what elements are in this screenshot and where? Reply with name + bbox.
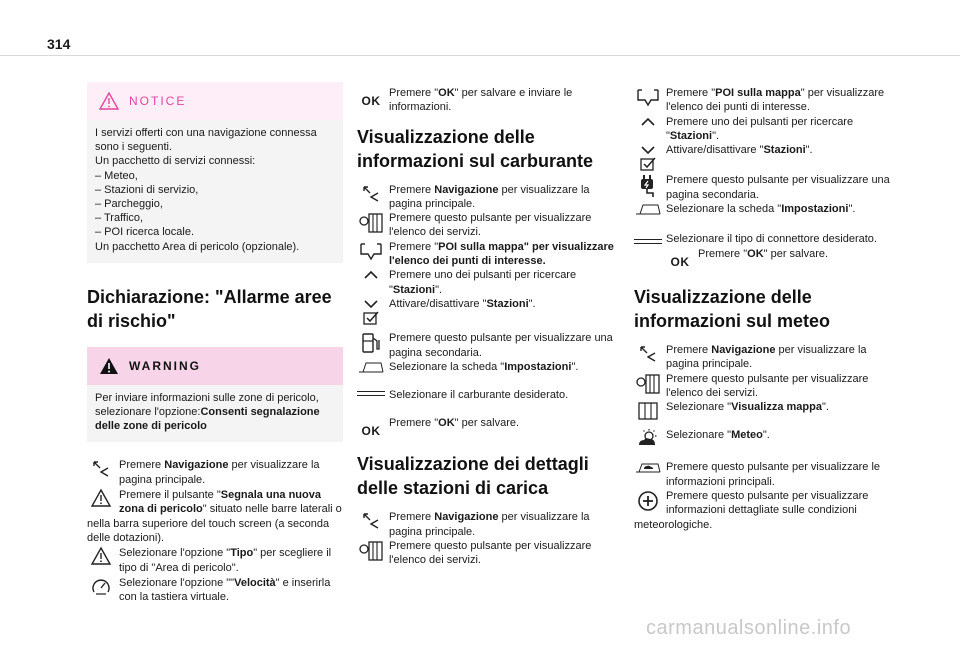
- checkbox-icon: [362, 310, 380, 326]
- list-item: – Traffico,: [95, 212, 144, 225]
- fuel-steps: [357, 183, 617, 439]
- step-bold: OK: [438, 417, 455, 430]
- charge-steps: [357, 510, 617, 567]
- list-item: – POI ricerca locale.: [95, 226, 195, 239]
- step-text: ".: [848, 203, 856, 216]
- step-text: Attivare/disattivare ": [389, 297, 487, 310]
- chevron-down-icon: [638, 144, 658, 156]
- plus-circle-icon: [634, 489, 662, 517]
- danger-type-icon: [87, 546, 115, 574]
- step-text: Premere: [666, 343, 712, 356]
- step-text: Premere questo pulsante per visualizzare l'elenco dei servizi.: [389, 212, 592, 239]
- step-bold: OK: [438, 87, 455, 99]
- charge-steps-cont: [634, 86, 890, 269]
- ok-icon: [666, 247, 694, 275]
- step-text: Selezionare ": [666, 401, 732, 414]
- column-1: [87, 82, 343, 604]
- navigation-icon: [634, 343, 662, 371]
- list-item: – Meteo,: [95, 169, 138, 182]
- warning-title: WARNING: [129, 358, 201, 373]
- step-text: ".: [712, 129, 720, 142]
- weather-steps: [634, 343, 890, 532]
- step-text: " per salvare.: [454, 417, 520, 430]
- step-services: [634, 372, 890, 401]
- step-text: " e inserirla con la tastiera virtuale.: [119, 576, 331, 604]
- step-text: Premere ": [389, 87, 439, 99]
- step-navigation: [357, 183, 617, 212]
- page-number: 314: [47, 36, 71, 52]
- step-text: Premere questo pulsante per visualizzare l'elenco dei servizi.: [666, 372, 869, 399]
- step-toggle: [357, 297, 617, 311]
- column-3: [634, 82, 890, 532]
- list-item: – Parcheggio,: [95, 198, 163, 211]
- step-text: Premere uno dei pulsanti per ricercare ": [666, 115, 854, 142]
- step-text: " per salvare.: [763, 247, 829, 260]
- navigation-icon: [357, 510, 385, 538]
- step-secondary: [634, 173, 890, 202]
- notice-title: NOTICE: [129, 94, 187, 108]
- step-bold: Stazioni: [486, 297, 529, 310]
- step-bold: Navigazione: [164, 459, 229, 472]
- step-text: " per salvare e inviare le informazioni.: [389, 87, 573, 114]
- ok-icon: [357, 86, 385, 114]
- step-text: " per visualizzare l'elenco dei punti di interesse.: [666, 87, 885, 114]
- weather-main-icon: [634, 460, 662, 488]
- step-main-info: [634, 460, 890, 489]
- watermark: carmanualsonline.info: [646, 617, 852, 639]
- step-text: Premere questo pulsante per visualizzare una pagina secondaria.: [389, 332, 613, 359]
- step-services: [357, 539, 617, 568]
- step-text: Premere: [119, 459, 165, 472]
- step-save: [357, 416, 617, 439]
- step-bold: Tipo: [230, 547, 254, 560]
- step-navigation: [634, 343, 890, 372]
- step-text: Premere questo pulsante per visualizzare l'elenco dei servizi.: [389, 540, 592, 567]
- step-text: ".: [571, 360, 579, 373]
- step-bold: Stazioni: [392, 283, 436, 296]
- step-text: ".: [805, 144, 813, 157]
- step-save-send: [357, 86, 617, 115]
- step-connector: [634, 232, 890, 246]
- step-navigation: [87, 458, 343, 487]
- step-text: Premere: [389, 511, 435, 524]
- services-list-icon: [357, 211, 385, 239]
- toggle-icons: [634, 143, 662, 173]
- step-bold: Meteo: [731, 429, 763, 442]
- warning-text: Per inviare informazioni sulle zone di pericolo, selezionare l'opzione:: [95, 391, 319, 419]
- warning-header: [87, 347, 343, 385]
- step-text: Premere questo pulsante per visualizzare informazioni dettagliate sulle condizioni meteorologiche.: [634, 490, 869, 531]
- list-item: – Stazioni di servizio,: [95, 183, 199, 196]
- notice-intro: Un pacchetto di servizi connessi:: [95, 155, 256, 168]
- step-text: Premere: [389, 183, 435, 196]
- warning-option: Consenti segnalazione delle zone di pericolo: [95, 406, 320, 433]
- step-text: Selezionare ": [666, 429, 732, 442]
- step-poi: [357, 240, 617, 269]
- step-text: Premere ": [389, 240, 439, 253]
- step-text: Premere uno dei pulsanti per ricercare ": [389, 269, 577, 296]
- warning-body: [87, 385, 343, 443]
- warning-box: [87, 347, 343, 443]
- notice-body: [87, 120, 343, 263]
- step-bold: Stazioni: [669, 129, 713, 142]
- notice-footer: Un pacchetto Area di pericolo (opzionale).: [95, 240, 300, 253]
- step-navigation: [357, 510, 617, 539]
- danger-heading: Dichiarazione: "Allarme aree di rischio": [87, 286, 332, 331]
- step-text: Premere ": [698, 247, 748, 260]
- step-services: [357, 211, 617, 240]
- step-fuel-select: [357, 388, 617, 402]
- step-text: per visualizzare la pagina principale.: [389, 183, 590, 210]
- chevron-up-icon: [357, 268, 385, 296]
- danger-steps: [87, 458, 343, 604]
- charging-plug-icon: [634, 173, 662, 201]
- step-bold: POI sulla mappa: [715, 87, 801, 99]
- step-bold: Impostazioni: [781, 203, 849, 216]
- step-text: per visualizzare la pagina principale.: [389, 511, 590, 538]
- map-icon: [634, 400, 662, 428]
- toggle-icons: [357, 297, 385, 327]
- step-bold: OK: [747, 247, 764, 260]
- step-speed: [87, 576, 343, 605]
- step-text: ".: [821, 401, 829, 414]
- step-bold: Segnala una nuova zona di pericolo: [119, 489, 321, 516]
- column-2: [357, 82, 617, 568]
- ok-label: OK: [670, 254, 690, 269]
- navigation-icon: [357, 183, 385, 211]
- step-bold: Visualizza mappa: [731, 401, 822, 414]
- step-bold: Navigazione: [711, 343, 776, 356]
- step-text: Selezionare l'opzione "": [119, 576, 235, 589]
- step-text: Selezionare la scheda ": [389, 360, 505, 373]
- step-toggle: [634, 143, 890, 157]
- step-search: [634, 115, 890, 144]
- ok-icon: [357, 416, 385, 444]
- step-text: Premere ": [389, 417, 439, 430]
- charge-heading: Visualizzazione dei dettagli delle stazioni di carica: [357, 454, 589, 499]
- ok-label: OK: [361, 94, 381, 108]
- step-bold: Stazioni: [763, 144, 806, 157]
- step-text: Selezionare il carburante desiderato.: [389, 388, 569, 401]
- danger-zone-icon: [87, 488, 115, 516]
- tab-icon: [357, 360, 385, 388]
- poi-map-icon: [357, 240, 385, 268]
- step-text: " situato nelle barre laterali o nella barra superiore del touch screen (a seconda delle dotazioni).: [87, 503, 342, 544]
- step-text: Selezionare la scheda ": [666, 203, 782, 216]
- step-text: Selezionare l'opzione ": [119, 547, 231, 560]
- services-list-icon: [634, 372, 662, 400]
- navigation-icon: [87, 458, 115, 486]
- tab-icon: [634, 202, 662, 230]
- step-meteo: [634, 428, 890, 442]
- checkbox-icon: [639, 156, 657, 172]
- services-list-icon: [357, 539, 385, 567]
- weather-icon: [634, 428, 662, 456]
- step-text: per visualizzare la pagina principale.: [119, 459, 320, 486]
- step-bold: POI sulla mappa" per visualizzare l'elenco dei punti di interesse.: [389, 240, 614, 268]
- step-text: Premere ": [666, 87, 716, 99]
- step-bold: Navigazione: [434, 511, 499, 524]
- speed-gauge-icon: [87, 576, 115, 604]
- warning-triangle-icon: [99, 357, 119, 375]
- top-divider: [0, 55, 960, 56]
- step-type: [87, 546, 343, 575]
- step-save: [634, 247, 890, 269]
- step-bold: Velocità: [234, 576, 276, 589]
- step-search: [357, 268, 617, 297]
- step-text: Premere questo pulsante per visualizzare una pagina secondaria.: [666, 174, 890, 201]
- step-text: ".: [762, 429, 770, 442]
- step-view-map: [634, 400, 890, 414]
- weather-heading: Visualizzazione delle informazioni sul meteo: [634, 286, 831, 331]
- chevron-up-icon: [634, 115, 662, 143]
- ok-label: OK: [361, 424, 381, 439]
- fuel-heading: Visualizzazione delle informazioni sul carburante: [357, 126, 594, 171]
- step-detail-info: [634, 489, 890, 532]
- poi-map-icon: [634, 86, 662, 114]
- step-text: Premere questo pulsante per visualizzare le informazioni principali.: [666, 461, 881, 488]
- step-settings-tab: [634, 202, 890, 216]
- selection-bar-icon: [357, 388, 385, 416]
- step-text: " per scegliere il tipo di "Area di pericolo".: [119, 547, 332, 574]
- step-text: Attivare/disattivare ": [666, 144, 764, 157]
- notice-text: I servizi offerti con una navigazione connessa sono i seguenti.: [95, 127, 317, 154]
- step-text: Premere il pulsante ": [119, 489, 221, 502]
- step-settings-tab: [357, 360, 617, 374]
- step-secondary: [357, 331, 617, 360]
- step-text: ".: [528, 297, 536, 310]
- notice-warning-icon: [99, 92, 119, 110]
- step-bold: Impostazioni: [504, 360, 572, 373]
- step-text: ".: [435, 283, 443, 296]
- fuel-pump-icon: [357, 331, 385, 359]
- notice-box: [87, 82, 343, 263]
- step-text: Selezionare il tipo di connettore desiderato.: [666, 233, 877, 246]
- chevron-down-icon: [361, 298, 381, 310]
- notice-header: [87, 82, 343, 120]
- step-report: [87, 488, 343, 545]
- step-text: per visualizzare la pagina principale.: [666, 343, 867, 371]
- step-poi: [634, 86, 890, 115]
- step-bold: Navigazione: [434, 183, 499, 196]
